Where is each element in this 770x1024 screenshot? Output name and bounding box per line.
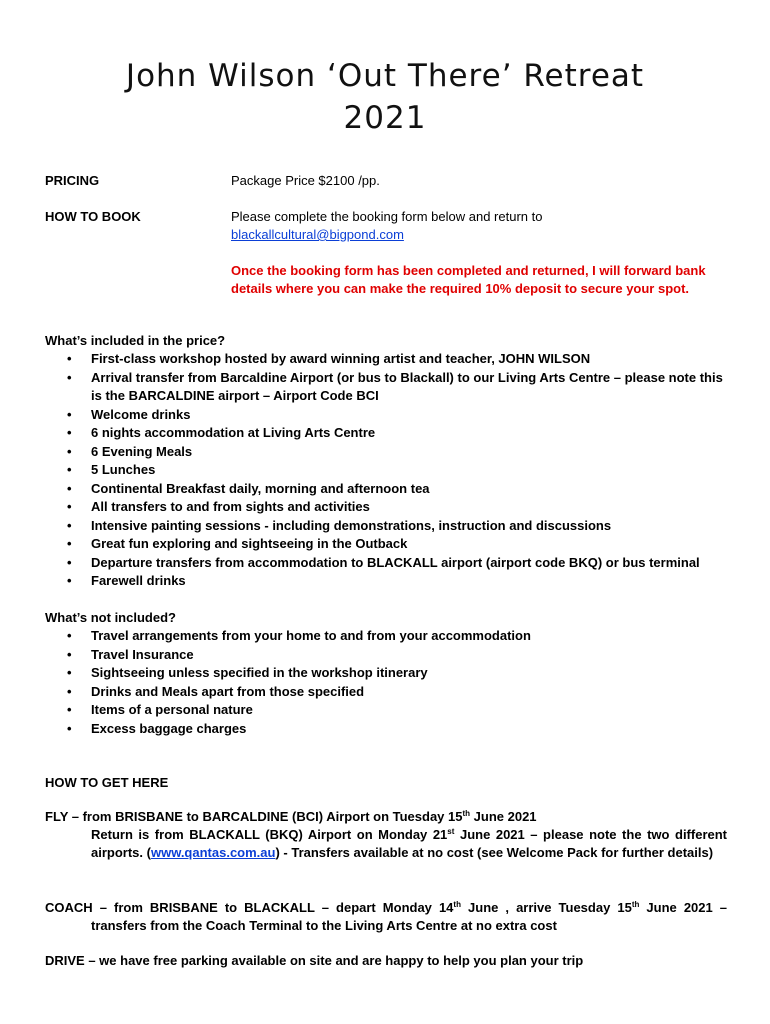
coach-transfer-text: transfers from the Coach Terminal to the Living Arts Centre at no extra cost — [91, 918, 557, 933]
list-item: • 6 Evening Meals — [45, 443, 735, 462]
coach-section — [45, 899, 727, 935]
fly-section — [45, 808, 727, 862]
document-title: John Wilson ‘Out There’ Retreat — [125, 58, 645, 94]
included-list — [45, 350, 735, 591]
email-line — [231, 226, 731, 244]
how-to-get-here-heading: HOW TO GET HERE — [45, 775, 169, 790]
list-item: • Welcome drinks — [45, 406, 735, 425]
how-to-book-label: HOW TO BOOK — [45, 209, 141, 224]
coach-line: COACH – from BRISBANE to BLACKALL – depart Monday 14th June , arrive Tuesday 15th June 2021 – — [45, 900, 728, 915]
qantas-link[interactable]: www.qantas.com.au — [150, 845, 276, 860]
included-heading: What’s included in the price? — [45, 333, 226, 348]
email-link[interactable]: blackallcultural@bigpond.com — [231, 227, 404, 242]
list-item: • Travel Insurance — [45, 646, 735, 665]
not-included-list — [45, 627, 735, 738]
how-to-book-text: Please complete the booking form below and return to — [231, 209, 543, 224]
fly-line: FLY – from BRISBANE to BARCALDINE (BCI) Airport on Tuesday 15th June 2021 — [45, 809, 537, 824]
list-item: • 6 nights accommodation at Living Arts Centre — [45, 424, 735, 443]
list-item: • Excess baggage charges — [45, 720, 735, 739]
list-item: • Travel arrangements from your home to and from your accommodation — [45, 627, 735, 646]
list-item: • Great fun exploring and sightseeing in the Outback — [45, 535, 735, 554]
not-included-heading: What’s not included? — [45, 610, 176, 625]
list-item: • Arrival transfer from Barcaldine Airport (or bus to Blackall) to our Living Arts Centre – please note this is the BARCALDINE airport – Airport Code BCI — [45, 369, 735, 406]
pricing-label: PRICING — [45, 173, 100, 188]
list-item: • Intensive painting sessions - including demonstrations, instruction and discussions — [45, 517, 735, 536]
list-item: • Continental Breakfast daily, morning and afternoon tea — [45, 480, 735, 499]
list-item: • Farewell drinks — [45, 572, 735, 591]
pricing-value: Package Price $2100 /pp. — [231, 173, 380, 188]
booking-notice: Once the booking form has been completed and returned, I will forward bank details where you can make the required 10% deposit to secure your spot. — [231, 263, 706, 296]
list-item: • Items of a personal nature — [45, 701, 735, 720]
list-item: • Sightseeing unless specified in the workshop itinerary — [45, 664, 735, 683]
list-item: • Drinks and Meals apart from those specified — [45, 683, 735, 702]
document-title-year: 2021 — [343, 100, 427, 136]
list-item: • 5 Lunches — [45, 461, 735, 480]
drive-text: DRIVE – we have free parking available on site and are happy to help you plan your trip — [45, 953, 584, 968]
list-item: • First-class workshop hosted by award winning artist and teacher, JOHN WILSON — [45, 350, 735, 369]
fly-return-text: Return is from BLACKALL (BKQ) Airport on Monday 21st June 2021 – please note the two different airports. (www.qantas.com.au) - Transfers available at no cost (see Welcome Pack for further details) — [91, 827, 728, 860]
list-item: • All transfers to and from sights and activities — [45, 498, 735, 517]
list-item: • Departure transfers from accommodation to BLACKALL airport (airport code BKQ) or bus terminal — [45, 554, 735, 573]
